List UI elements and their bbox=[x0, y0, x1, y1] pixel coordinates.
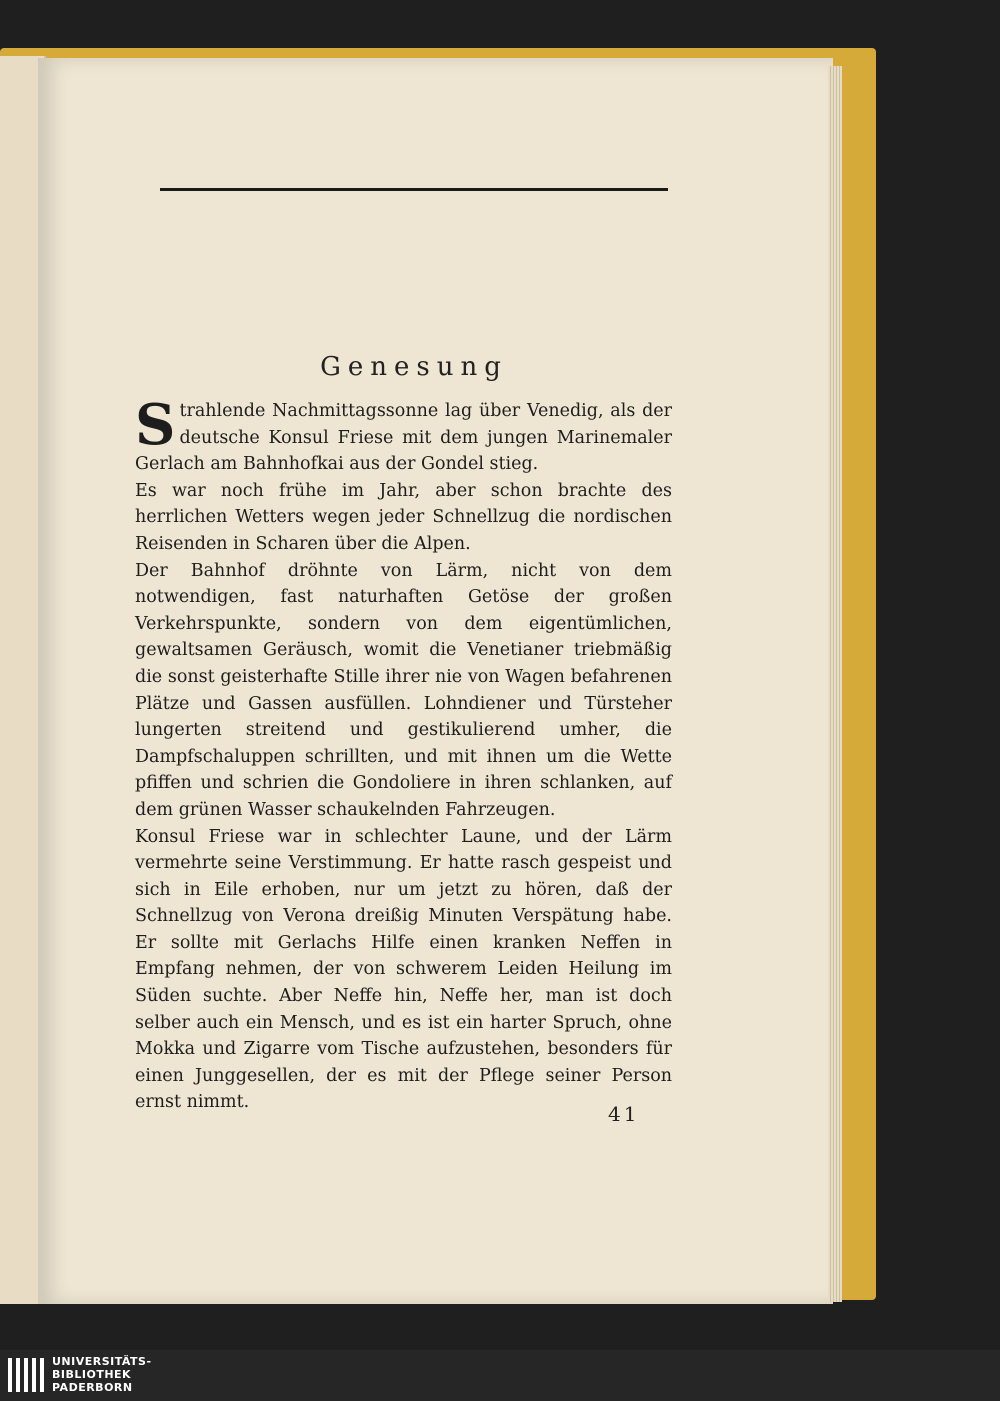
logo-line-3: PADERBORN bbox=[52, 1381, 133, 1394]
paragraph-1-text: trahlende Nachmittagssonne lag über Venedig, als der deutsche Konsul Friese mit dem jungen Marinemaler Gerlach am Bahnhofkai aus der Gondel stieg. bbox=[135, 401, 672, 475]
library-logo-icon bbox=[8, 1358, 44, 1392]
library-logo-text bbox=[52, 1355, 152, 1394]
chapter-title: Genesung bbox=[320, 352, 508, 382]
library-footer bbox=[0, 1350, 1000, 1401]
body-text bbox=[135, 392, 672, 1116]
paragraph-4: Konsul Friese war in schlechter Laune, und der Lärm vermehrte seine Verstimmung. Er hatte rasch gespeist und sich in Eile erhoben, nur um jetzt zu hören, daß der Schnellzug von Verona dreißig Minuten Verspätung habe. Er sollte mit Gerlachs Hilfe einen kranken Neffen in Empfang nehmen, der von schwerem Leiden Heilung im Süden suchte. Aber Neffe hin, Neffe her, man ist doch selber auch ein Mensch, und es ist ein harter Spruch, ohne Mokka und Zigarre vom Tische aufzustehen, besonders für einen Junggesellen, der es mit der Pflege seiner Person ernst nimmt. bbox=[135, 826, 672, 1113]
drop-cap: S bbox=[135, 392, 176, 458]
paragraph-2: Es war noch frühe im Jahr, aber schon brachte des herrlichen Wetters wegen jeder Schnellzug die nordischen Reisenden in Scharen über die Alpen. bbox=[135, 480, 672, 554]
logo-line-1: UNIVERSITÄTS- bbox=[52, 1355, 152, 1368]
paragraph-1 bbox=[135, 392, 672, 478]
header-rule bbox=[160, 188, 668, 191]
paragraph-3: Der Bahnhof dröhnte von Lärm, nicht von dem notwendigen, fast naturhaften Getöse der großen Verkehrspunkte, sondern von dem eigentümlichen, gewaltsamen Geräusch, womit die Venetianer triebmäßig die sonst geisterhafte Stille ihrer nie von Wagen befahrenen Plätze und Gassen ausfüllen. Lohndiener und Türsteher lungerten streitend und gestikulierend umher, die Dampfschaluppen schrillten, und mit ihnen um die Wette pfiffen und schrien die Gondoliere in ihren schlanken, auf dem grünen Wasser schaukelnden Fahrzeugen. bbox=[135, 560, 672, 820]
logo-line-2: BIBLIOTHEK bbox=[52, 1368, 132, 1381]
page-edges bbox=[828, 66, 842, 1302]
page-number: 41 bbox=[608, 1102, 640, 1126]
